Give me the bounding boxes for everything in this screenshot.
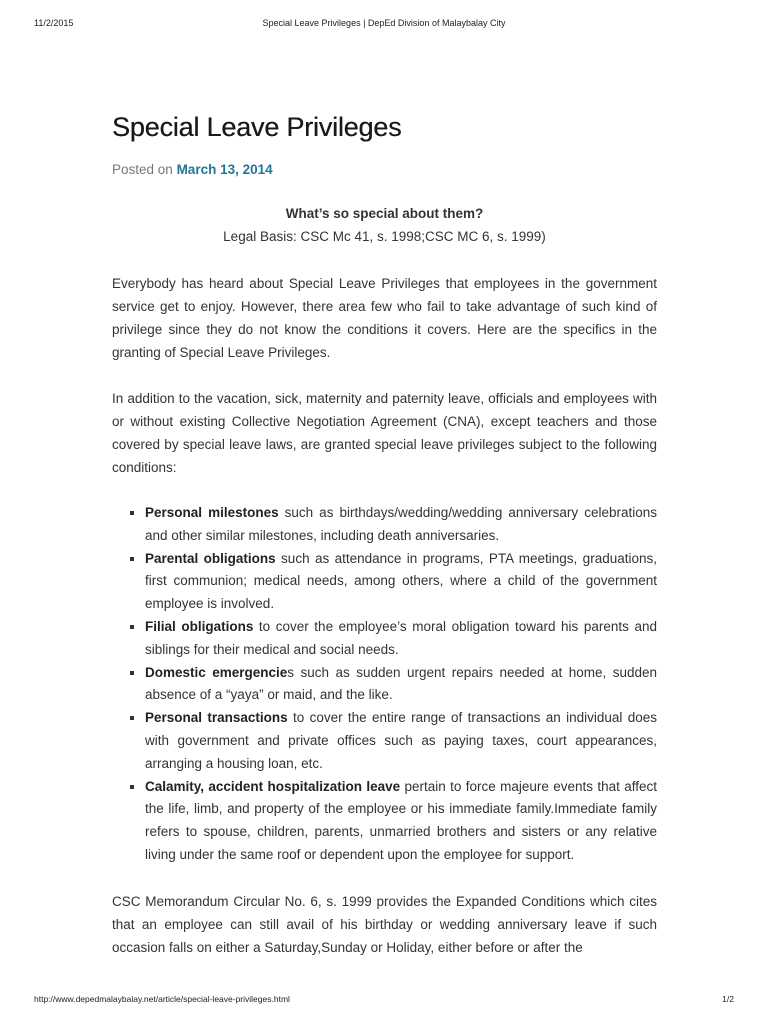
post-meta bbox=[112, 160, 657, 180]
list-item-text: to cover the entire range of transactions an individual does with government and private offices such as paying taxes, court appearances, arranging a housing loan, etc. bbox=[145, 710, 657, 771]
question-heading: What’s so special about them? bbox=[285, 206, 484, 221]
list-item-text: to cover the employee’s moral obligation toward his parents and siblings for their medical and social needs. bbox=[145, 618, 657, 657]
list-item bbox=[145, 548, 657, 616]
posted-date-link[interactable]: March 13, 2014 bbox=[176, 162, 273, 177]
bullet-icon bbox=[130, 716, 134, 720]
print-header bbox=[34, 18, 734, 32]
expanded-conditions-paragraph: CSC Memorandum Circular No. 6, s. 1999 provides the Expanded Conditions which cites that an employee can still avail of his birthday or wedding anniversary leave if such occasion falls on either a Saturday,Sunday or Holiday, either before or after the bbox=[112, 893, 657, 955]
list-item-text: pertain to force majeure events that affect the life, limb, and property of the employee or his immediate family.Immediate family refers to spouse, children, parents, unmarried brothers and sisters or any relative living under the same roof or dependent upon the employee for support. bbox=[145, 778, 657, 862]
list-item-term: Filial obligations bbox=[145, 618, 254, 634]
article-title: Special Leave Privileges bbox=[112, 112, 402, 142]
list-item-text: such as birthdays/wedding/wedding anniversary celebrations and other similar milestones, including death anniversaries. bbox=[145, 505, 657, 543]
bullet-icon bbox=[130, 671, 134, 675]
list-item-text: s such as sudden urgent repairs needed at home, sudden absence of a “yaya” or maid, and the like. bbox=[145, 664, 658, 703]
posted-on-label: Posted on bbox=[112, 162, 173, 177]
list-item bbox=[145, 662, 657, 708]
bullet-icon bbox=[130, 511, 134, 515]
print-page-title: Special Leave Privileges | DepEd Division of Malaybalay City bbox=[262, 18, 506, 28]
print-footer bbox=[34, 994, 734, 1008]
list-item-term: Parental obligations bbox=[145, 550, 276, 566]
page-number: 1/2 bbox=[722, 994, 734, 1004]
list-item-text: such as attendance in programs, PTA meetings, graduations, first communion; medical needs, among others, where a child of the government employee is involved. bbox=[145, 550, 657, 612]
conditions-list bbox=[112, 502, 657, 867]
list-item bbox=[145, 616, 657, 662]
bullet-icon bbox=[130, 557, 134, 561]
intro-paragraph: Everybody has heard about Special Leave Privileges that employees in the government service get to enjoy. However, there area few who fail to take advantage of such kind of privilege since they do not know the conditions it covers. Here are the specifics in the granting of Special Leave Privileges. bbox=[112, 276, 657, 360]
legal-basis: Legal Basis: CSC Mc 41, s. 1998;CSC MC 6, s. 1999) bbox=[223, 229, 546, 244]
list-item-term: Personal milestones bbox=[145, 505, 279, 520]
print-url: http://www.depedmalaybalay.net/article/special-leave-privileges.html bbox=[34, 994, 290, 1004]
list-item bbox=[145, 707, 657, 775]
list-item-term: Domestic emergencie bbox=[145, 664, 288, 680]
article-subheading bbox=[112, 202, 657, 248]
print-date: 11/2/2015 bbox=[34, 18, 74, 28]
article bbox=[112, 108, 657, 959]
bullet-icon bbox=[130, 625, 134, 629]
list-item bbox=[145, 502, 657, 548]
bullet-icon bbox=[130, 785, 134, 789]
list-item bbox=[145, 776, 657, 867]
list-item-term: Personal transactions bbox=[145, 710, 288, 726]
conditions-paragraph: In addition to the vacation, sick, maternity and paternity leave, officials and employees with or without existing Collective Negotiation Agreement (CNA), except teachers and those covered by special leave laws, are granted special leave privileges subject to the following conditions: bbox=[112, 391, 657, 475]
list-item-term: Calamity, accident hospitalization leave bbox=[145, 778, 401, 794]
